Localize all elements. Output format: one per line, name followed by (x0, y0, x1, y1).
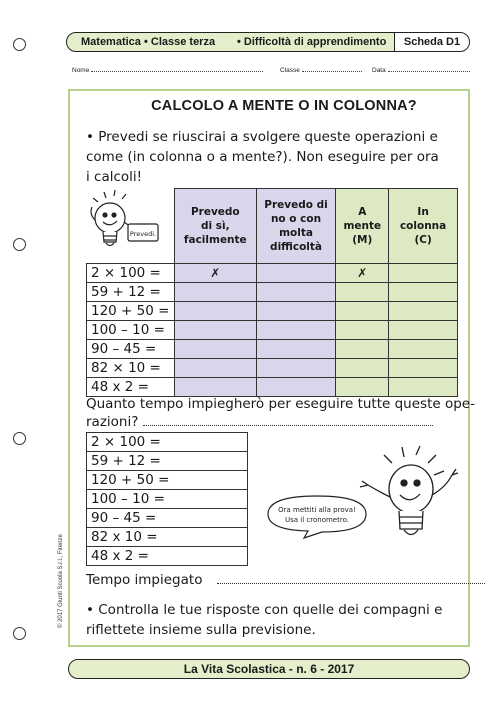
page-title: CALCOLO A MENTE O IN COLONNA? (151, 98, 417, 114)
topic-label: • Difficoltà di apprendimento (237, 36, 387, 48)
binder-hole-4 (13, 627, 26, 640)
time-question-line-2: razioni? (86, 412, 433, 432)
binder-hole-1 (13, 38, 26, 51)
final-line-1: • Controlla le tue risposte con quelle dei compagni e (86, 602, 443, 618)
date-field[interactable]: Data (372, 66, 470, 74)
time-question-line-1: Quanto tempo impiegherò per eseguire tutte queste ope- (86, 396, 475, 412)
cell-easy[interactable] (174, 302, 256, 321)
execution-table (86, 432, 248, 566)
cell-mental[interactable] (336, 321, 389, 340)
cell-mental[interactable] (336, 283, 389, 302)
cell-easy[interactable] (174, 321, 256, 340)
cell-easy[interactable] (174, 359, 256, 378)
cell-difficult[interactable] (256, 264, 336, 283)
operation-label: 2 × 100 = (87, 264, 175, 283)
bubble-line-2: Usa il cronometro. (285, 516, 349, 524)
cell-mental[interactable]: ✗ (336, 264, 389, 283)
table-row (87, 359, 458, 378)
cell-column[interactable] (389, 283, 458, 302)
instruction-line-1: • Prevedi se riuscirai a svolgere queste operazioni e (86, 129, 438, 145)
table-row (87, 340, 458, 359)
table-row (87, 264, 458, 283)
operation-label: 48 x 2 = (87, 547, 248, 566)
cell-mental[interactable] (336, 302, 389, 321)
name-field[interactable]: Nome (72, 66, 263, 74)
table-row (87, 471, 248, 490)
class-field[interactable]: Classe (280, 66, 362, 74)
cell-easy[interactable]: ✗ (174, 264, 256, 283)
operation-label: 2 × 100 = (87, 433, 248, 452)
operation-label: 90 – 45 = (87, 509, 248, 528)
cell-easy[interactable] (174, 283, 256, 302)
table-row (87, 547, 248, 566)
header-difficult: Prevedo di no o con molta difficoltà (256, 189, 336, 264)
prediction-table (86, 188, 458, 397)
operation-label: 100 – 10 = (87, 490, 248, 509)
cell-difficult[interactable] (256, 359, 336, 378)
binder-hole-3 (13, 432, 26, 445)
operation-label: 120 + 50 = (87, 302, 175, 321)
header-band (66, 32, 470, 52)
operation-label: 100 – 10 = (87, 321, 175, 340)
cell-column[interactable] (389, 302, 458, 321)
operation-label: 48 x 2 = (87, 378, 175, 397)
table-row (87, 509, 248, 528)
header-column: In colonna (C) (389, 189, 458, 264)
operation-label: 90 – 45 = (87, 340, 175, 359)
binder-hole-2 (13, 238, 26, 251)
operation-label: 59 + 12 = (87, 452, 248, 471)
cell-difficult[interactable] (256, 302, 336, 321)
operation-label: 82 × 10 = (87, 359, 175, 378)
cell-column[interactable] (389, 359, 458, 378)
header-easy: Prevedo di sì, facilmente (174, 189, 256, 264)
instruction-line-2: come (in colonna o a mente?). Non eseguire per ora (86, 149, 439, 165)
cell-easy[interactable] (174, 340, 256, 359)
cell-column[interactable] (389, 264, 458, 283)
bubble-line-1: Ora mettiti alla prova! (278, 506, 356, 514)
instruction-line-3: i calcoli! (86, 169, 143, 185)
cell-difficult[interactable] (256, 283, 336, 302)
sheet-label: Scheda D1 (394, 33, 469, 51)
table-row (87, 490, 248, 509)
operation-label: 82 x 10 = (87, 528, 248, 547)
table-row (87, 283, 458, 302)
cell-column[interactable] (389, 321, 458, 340)
bulb-sign-text: Prevedi. (129, 230, 157, 238)
cell-column[interactable] (389, 340, 458, 359)
time-used-row: Tempo impiegato (86, 570, 485, 590)
cell-mental[interactable] (336, 340, 389, 359)
table-row (87, 528, 248, 547)
speech-bubble (262, 490, 374, 540)
empty-corner (87, 189, 175, 264)
subject-label: Matematica • Classe terza (81, 36, 216, 48)
final-line-2: riflettete insieme sulla previsione. (86, 622, 316, 638)
table-row (87, 302, 458, 321)
operation-label: 120 + 50 = (87, 471, 248, 490)
table-row (87, 321, 458, 340)
table-row (87, 452, 248, 471)
cell-difficult[interactable] (256, 321, 336, 340)
table-row (87, 433, 248, 452)
operation-label: 59 + 12 = (87, 283, 175, 302)
copyright-text: © 2017 Giunti Scuola S.r.l., Firenze (58, 534, 64, 628)
cell-difficult[interactable] (256, 340, 336, 359)
cell-mental[interactable] (336, 359, 389, 378)
header-mental: A mente (M) (336, 189, 389, 264)
footer-band: La Vita Scolastica - n. 6 - 2017 (68, 659, 470, 679)
